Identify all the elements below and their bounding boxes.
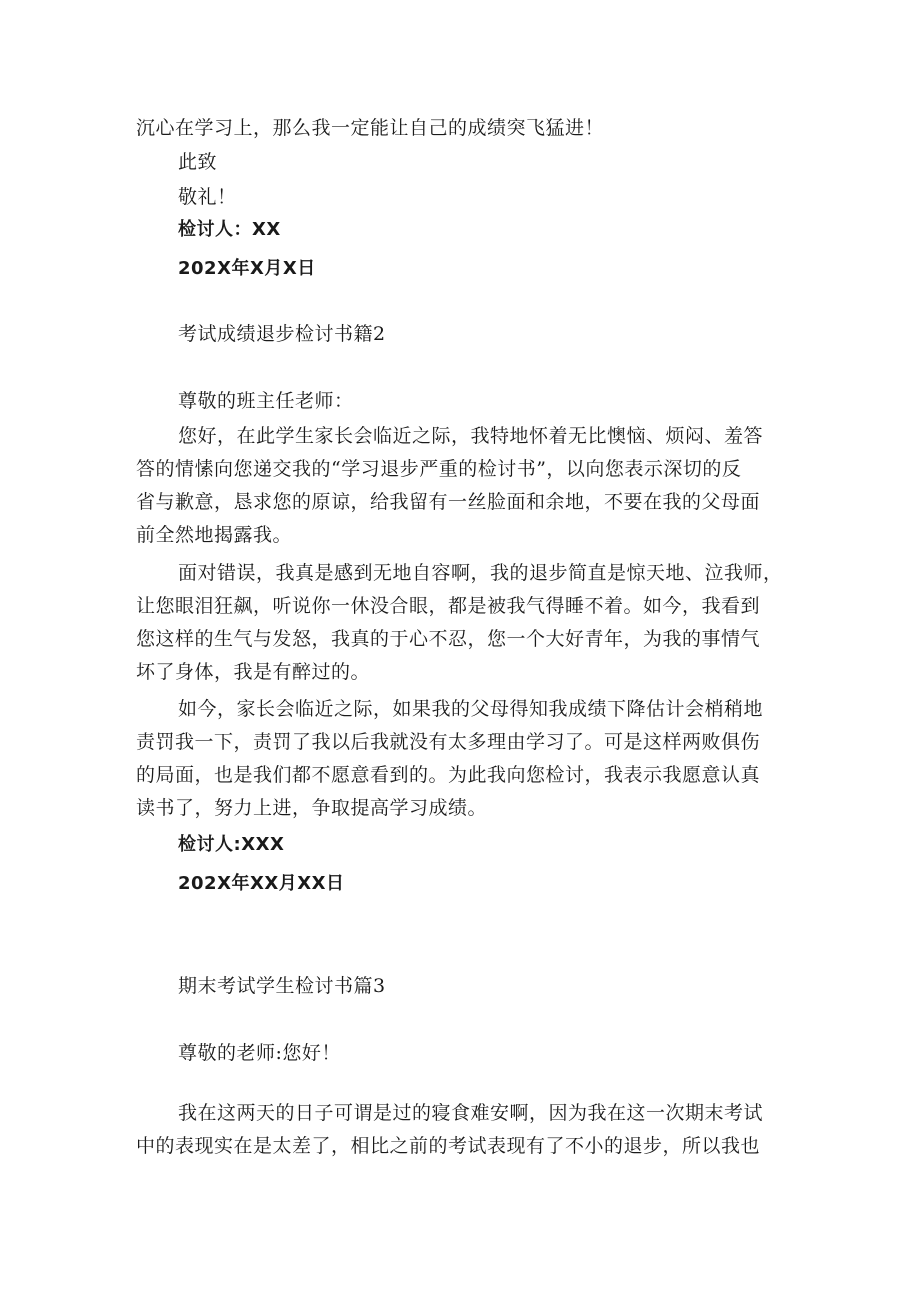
paragraph-line: 面对错误，我真是感到无地自容啊，我的退步简直是惊天地、泣我师， <box>178 562 783 584</box>
paragraph-line: 答的情愫向您递交我的“学习退步严重的检讨书”，以向您表示深切的反 <box>136 458 742 480</box>
paragraph-line: 让您眼泪狂飙，听说你一休没合眼，都是被我气得睡不着。如今，我看到 <box>136 595 761 617</box>
paragraph-line: 中的表现实在是太差了，相比之前的考试表现有了不小的退步，所以我也 <box>136 1135 761 1157</box>
paragraph-line: 您这样的生气与发怒，我真的于心不忍，您一个大好青年，为我的事情气 <box>136 628 761 650</box>
paragraph-line: 的局面，也是我们都不愿意看到的。为此我向您检讨，我表示我愿意认真 <box>136 764 761 786</box>
paragraph-line: 前全然地揭露我。 <box>136 524 293 546</box>
signer-line: 检讨人：XX <box>178 219 281 240</box>
closing-line: 敬礼！ <box>178 186 237 208</box>
date-line: 202X年XX月XX日 <box>178 873 345 894</box>
paragraph-line: 省与歉意，恳求您的原谅，给我留有一丝脸面和余地，不要在我的父母面 <box>136 491 761 513</box>
paragraph-line: 我在这两天的日子可谓是过的寝食难安啊，因为我在这一次期末考试 <box>178 1102 764 1124</box>
salutation: 尊敬的老师:您好！ <box>178 1042 341 1064</box>
date-line: 202X年X月X日 <box>178 258 316 279</box>
section-title: 期末考试学生检讨书篇3 <box>178 975 386 997</box>
paragraph-line: 责罚我一下，责罚了我以后我就没有太多理由学习了。可是这样两败俱伤 <box>136 731 761 753</box>
section-title: 考试成绩退步检讨书籍2 <box>178 323 386 345</box>
closing-line: 此致 <box>178 151 218 173</box>
salutation: 尊敬的班主任老师： <box>178 390 354 412</box>
paragraph-line: 如今，家长会临近之际，如果我的父母得知我成绩下降估计会梢稍地 <box>178 698 764 720</box>
paragraph-line: 读书了，努力上进，争取提高学习成绩。 <box>136 797 488 819</box>
paragraph-line: 沉心在学习上，那么我一定能让自己的成绩突飞猛进！ <box>136 117 605 139</box>
paragraph-line: 坏了身体，我是有醉过的。 <box>136 661 371 683</box>
paragraph-line: 您好，在此学生家长会临近之际，我特地怀着无比懊恼、烦闷、羞答 <box>178 425 764 447</box>
signer-line: 检讨人:XXX <box>178 834 285 855</box>
